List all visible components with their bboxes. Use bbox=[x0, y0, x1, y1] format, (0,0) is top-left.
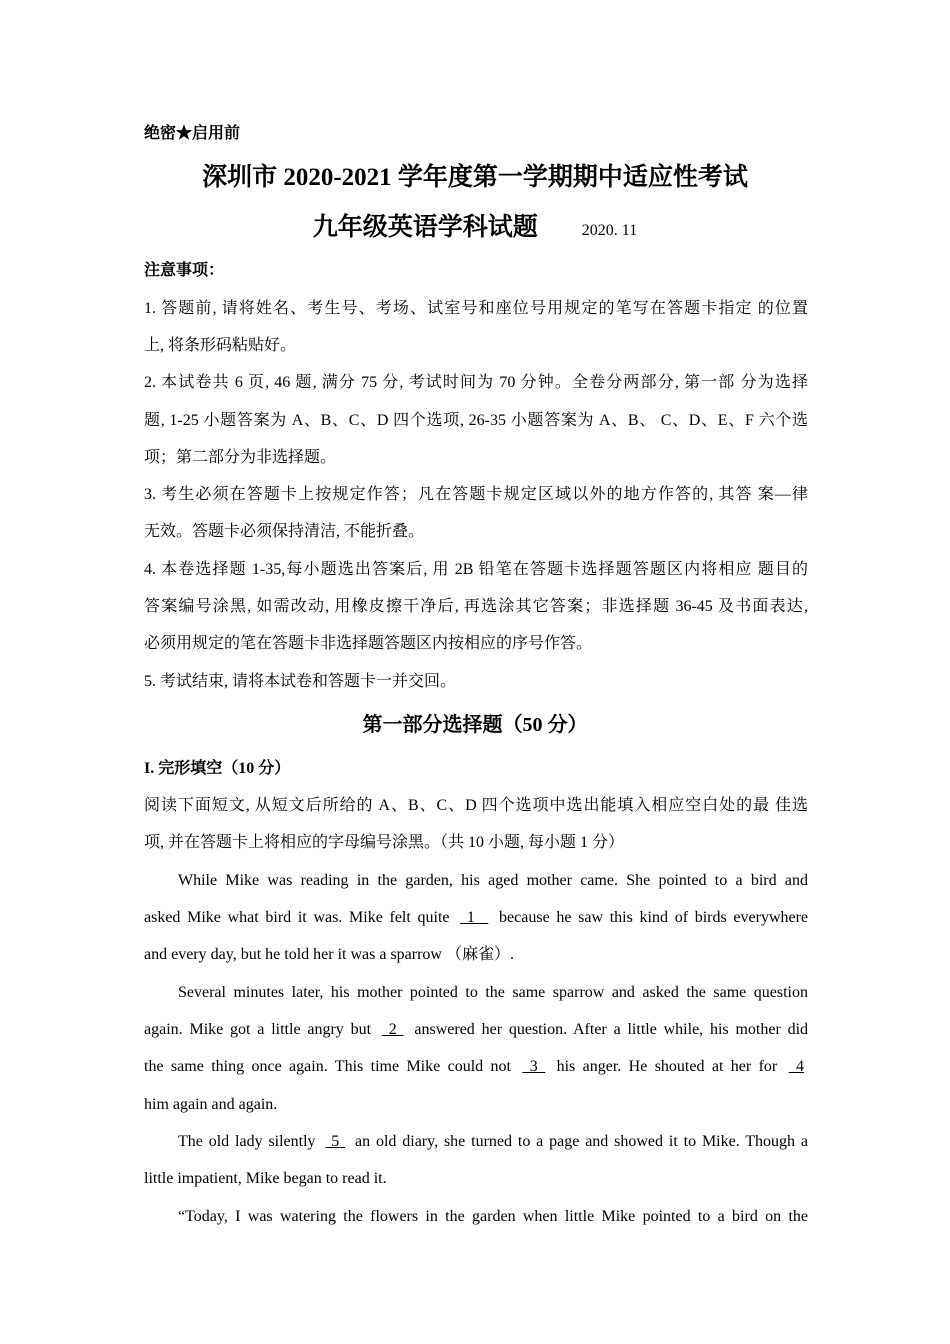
passage-line: him again and again. bbox=[144, 1096, 278, 1113]
cloze-blank-4: 4 bbox=[796, 1058, 805, 1075]
passage-line bbox=[178, 1132, 808, 1152]
passage-text: the same thing once again. This time Mike could not bbox=[144, 1058, 511, 1075]
notice-line: 无效。答题卡必须保持清洁, 不能折叠。 bbox=[144, 523, 425, 540]
notice-line: 4. 本卷选择题 1-35,每小题选出答案后, 用 2B 铅笔在答题卡选择题答题区内将相应 题目的 bbox=[144, 561, 808, 578]
passage-text: The old lady silently bbox=[178, 1133, 316, 1150]
notice-line: 上, 将条形码粘贴好。 bbox=[144, 337, 297, 354]
notice-line: 3. 考生必须在答题卡上按规定作答；凡在答题卡规定区域以外的地方作答的, 其答 案—律 bbox=[144, 486, 808, 503]
instruction-line: 阅读下面短文, 从短文后所给的 A、B、C、D 四个选项中选出能填入相应空白处的最 佳选 bbox=[144, 797, 808, 814]
exam-title: 深圳市 2020-2021 学年度第一学期期中适应性考试 bbox=[202, 164, 748, 191]
exam-subtitle bbox=[0, 213, 950, 246]
passage-text: an old diary, she turned to a page and showed it to Mike. Though a bbox=[355, 1133, 809, 1150]
instruction-line: 项, 并在答题卡上将相应的字母编号涂黑。（共 10 小题, 每小题 1 分） bbox=[144, 834, 625, 851]
passage-text: answered her question. After a little while, his mother did bbox=[414, 1021, 809, 1038]
cloze-blank-3: 3 bbox=[529, 1058, 538, 1075]
passage-line: While Mike was reading in the garden, his aged mother came. She pointed to a bird and bbox=[178, 872, 808, 889]
passage-line: Several minutes later, his mother pointed to the same sparrow and asked the same question bbox=[178, 984, 808, 1001]
notice-line: 必须用规定的笔在答题卡非选择题答题区内按相应的序号作答。 bbox=[144, 635, 593, 652]
notice-line: 答案编号涂黑, 如需改动, 用橡皮擦干净后, 再选涂其它答案；非选择题 36-45 及书面表达, bbox=[144, 598, 808, 615]
notice-line: 项；第二部分为非选择题。 bbox=[144, 449, 337, 466]
cloze-blank-2: 2 bbox=[388, 1021, 397, 1038]
passage-text: again. Mike got a little angry but bbox=[144, 1021, 372, 1038]
passage-text: because he saw this kind of birds everywhere bbox=[499, 909, 809, 926]
secret-label: 绝密★启用前 bbox=[144, 125, 241, 142]
section-heading: I. 完形填空（10 分） bbox=[144, 760, 291, 777]
passage-line bbox=[144, 908, 808, 928]
passage-text: asked Mike what bird it was. Mike felt quite bbox=[144, 909, 450, 926]
passage-line bbox=[144, 1057, 808, 1077]
passage-line: and every day, but he told her it was a sparrow （麻雀）. bbox=[144, 946, 514, 963]
passage-line: “Today, I was watering the flowers in the garden when little Mike pointed to a bird on the bbox=[178, 1208, 808, 1225]
cloze-blank-1: 1 bbox=[466, 909, 475, 926]
subject-title: 九年级英语学科试题 bbox=[312, 214, 538, 241]
part-heading: 第一部分选择题（50 分） bbox=[362, 714, 588, 736]
passage-line: little impatient, Mike began to read it. bbox=[144, 1170, 387, 1187]
notice-line: 2. 本试卷共 6 页, 46 题, 满分 75 分, 考试时间为 70 分钟。全卷分两部分, 第一部 分为选择 bbox=[144, 374, 808, 391]
notice-line: 题, 1-25 小题答案为 A、B、C、D 四个选项, 26-35 小题答案为 A、B、 C、D、E、F 六个选 bbox=[144, 412, 808, 429]
notice-heading: 注意事项： bbox=[144, 262, 225, 279]
notice-line: 1. 答题前, 请将姓名、考生号、考场、试室号和座位号用规定的笔写在答题卡指定 的位置 bbox=[144, 300, 808, 317]
passage-text: his anger. He shouted at her for bbox=[556, 1058, 778, 1075]
notice-line: 5. 考试结束, 请将本试卷和答题卡一并交回。 bbox=[144, 673, 457, 690]
exam-date: 2020. 11 bbox=[581, 222, 638, 239]
cloze-blank-5: 5 bbox=[331, 1133, 340, 1150]
passage-line bbox=[144, 1020, 808, 1040]
